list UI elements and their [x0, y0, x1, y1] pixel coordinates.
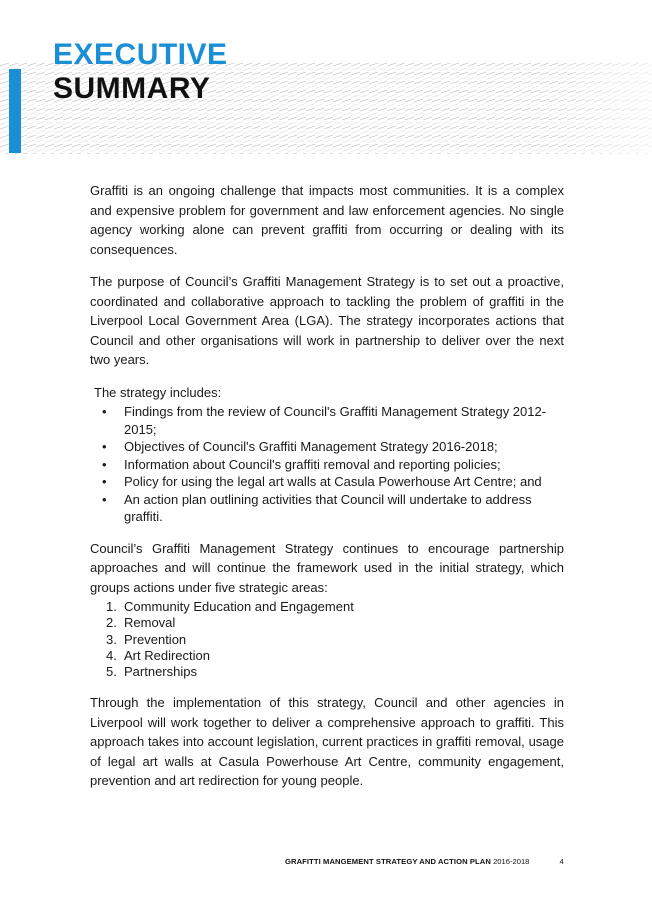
page-number: 4 — [559, 857, 564, 866]
list-item: • An action plan outlining activities that Council will undertake to address graffiti. — [124, 491, 564, 526]
footer-years: 2016-2018 — [493, 857, 530, 866]
paragraph-intro: Graffiti is an ongoing challenge that impacts most communities. It is a complex and expensive problem for government and law enforcement agencies. No single agency working alone can prevent graffiti from occurring or dealing with its consequences. — [90, 183, 564, 257]
strategic-areas-list — [90, 599, 564, 680]
accent-bar — [9, 69, 21, 153]
body-text — [90, 181, 564, 791]
strategy-includes-list — [90, 403, 564, 526]
page-footer — [285, 857, 564, 866]
list-item: 5. Partnerships — [106, 664, 197, 680]
title-line-summary: SUMMARY — [53, 72, 211, 105]
list-item: • Findings from the review of Council's Graffiti Management Strategy 2012-2015; — [124, 403, 564, 438]
list-item: 1. Community Education and Engagement — [106, 599, 354, 614]
paragraph-implementation: Through the implementation of this strategy, Council and other agencies in Liverpool will work together to deliver a comprehensive approach to graffiti. This approach takes into account legislation, current practices in graffiti removal, usage of legal art walls at Casula Powerhouse Art Centre, community engagement, prevention and art redirection for young people. — [90, 695, 564, 789]
strategy-includes-label: The strategy includes: — [94, 384, 222, 400]
list-item: • Objectives of Council's Graffiti Management Strategy 2016-2018; — [124, 438, 564, 456]
list-item: 2. Removal — [106, 615, 176, 631]
footer-doc-title: GRAFITTI MANGEMENT STRATEGY AND ACTION PLAN — [285, 857, 491, 866]
paragraph-partnership: Council’s Graffiti Management Strategy continues to encourage partnership approaches and will continue the framework used in the initial strategy, which groups actions under five strategic areas: — [90, 540, 564, 595]
list-item: 4. Art Redirection — [106, 647, 210, 663]
list-item: 3. Prevention — [106, 631, 187, 647]
title-line-executive: EXECUTIVE — [53, 38, 228, 71]
paragraph-purpose: The purpose of Council’s Graffiti Management Strategy is to set out a proactive, coordinated and collaborative approach to tackling the problem of graffiti in the Liverpool Local Government Area (LGA). The strategy incorporates actions that Council and other organisations will work in partnership to deliver over the next two years. — [90, 274, 564, 367]
list-item: • Information about Council's graffiti removal and reporting policies; — [124, 456, 564, 474]
list-item: • Policy for using the legal art walls at Casula Powerhouse Art Centre; and — [124, 473, 564, 491]
page-title — [53, 40, 228, 104]
